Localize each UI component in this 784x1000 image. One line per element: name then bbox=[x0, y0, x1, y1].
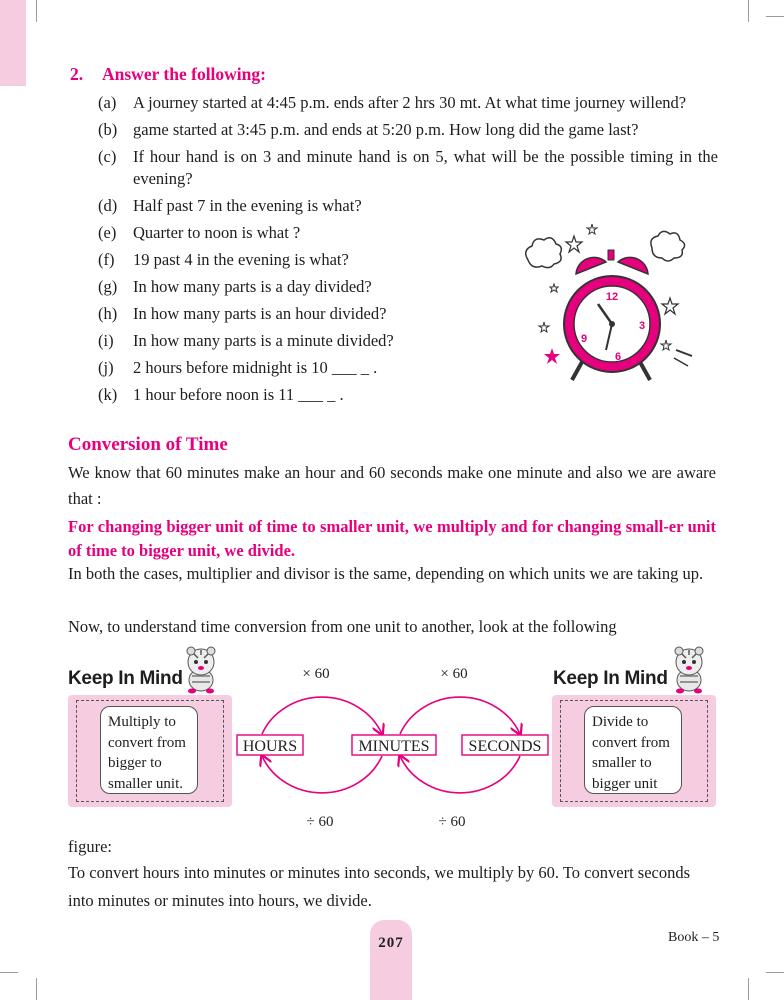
keep-in-mind-note-left bbox=[100, 706, 198, 794]
question-item bbox=[98, 195, 718, 217]
item-text: In how many parts is an hour divided? bbox=[133, 304, 387, 323]
tiger-mascot-icon bbox=[178, 644, 224, 694]
divide-label-right: ÷ 60 bbox=[438, 814, 466, 830]
question-item bbox=[98, 146, 718, 190]
item-text: A journey started at 4:45 p.m. ends after 2 hrs 30 mt. At what time journey willend? bbox=[133, 93, 687, 112]
note-line: smaller to bbox=[592, 755, 652, 771]
item-label: (h) bbox=[98, 304, 118, 323]
crop-mark bbox=[0, 972, 18, 973]
item-label: (j) bbox=[98, 358, 114, 377]
item-label: (e) bbox=[98, 223, 117, 242]
item-label: (k) bbox=[98, 385, 118, 404]
item-label: (a) bbox=[98, 93, 117, 112]
multiply-label-right: × 60 bbox=[440, 666, 468, 682]
divide-label-left: ÷ 60 bbox=[306, 814, 334, 830]
question-heading-text: Answer the following: bbox=[102, 64, 266, 84]
crop-mark bbox=[748, 0, 749, 22]
item-text: game started at 3:45 p.m. and ends at 5:20 p.m. How long did the game last? bbox=[133, 120, 639, 139]
lead-paragraph: Now, to understand time conversion from one unit to another, look at the following bbox=[68, 617, 617, 636]
unit-hours: HOURS bbox=[242, 738, 298, 755]
note-line: smaller unit. bbox=[108, 775, 183, 792]
item-label: (d) bbox=[98, 196, 118, 215]
item-text: In how many parts is a minute divided? bbox=[133, 331, 394, 350]
item-text: 19 past 4 in the evening is what? bbox=[133, 250, 349, 269]
note-line: Divide to bbox=[592, 714, 649, 730]
note-line: bigger unit bbox=[592, 775, 658, 792]
item-text: In how many parts is a day divided? bbox=[133, 277, 372, 296]
clock-number-12: 12 bbox=[605, 291, 619, 303]
note-line: convert from bbox=[108, 734, 186, 751]
book-label: Book – 5 bbox=[668, 930, 720, 945]
same-paragraph: In both the cases, multiplier and divisor is the same, depending on which units we are taking up. bbox=[68, 564, 704, 583]
item-label: (g) bbox=[98, 277, 118, 296]
item-text: 2 hours before midnight is 10 ___ _ . bbox=[133, 358, 378, 377]
question-item bbox=[98, 119, 718, 141]
keep-in-mind-note-right bbox=[584, 706, 682, 794]
unit-seconds: SECONDS bbox=[468, 738, 542, 755]
clock-number-3: 3 bbox=[638, 320, 646, 332]
alarm-clock-icon bbox=[518, 222, 696, 392]
multiply-label-left: × 60 bbox=[302, 666, 330, 682]
item-label: (i) bbox=[98, 331, 114, 350]
tiger-mascot-icon bbox=[666, 644, 712, 694]
crop-mark bbox=[766, 972, 784, 973]
item-label: (c) bbox=[98, 147, 117, 166]
crop-mark bbox=[748, 978, 749, 1000]
note-line: convert from bbox=[592, 734, 670, 751]
section-title: Conversion of Time bbox=[68, 434, 228, 455]
crop-mark bbox=[36, 0, 37, 22]
question-item bbox=[98, 92, 718, 114]
note-line: Multiply to bbox=[108, 714, 176, 730]
item-text: Half past 7 in the evening is what? bbox=[133, 196, 362, 215]
item-label: (b) bbox=[98, 120, 118, 139]
time-conversion-diagram bbox=[232, 660, 552, 830]
item-text: If hour hand is on 3 and minute hand is on 5, what will be the possible timing in the evening? bbox=[133, 147, 718, 188]
clock-number-6: 6 bbox=[614, 351, 622, 363]
note-line: bigger to bbox=[108, 755, 162, 771]
page-number: 207 bbox=[378, 935, 404, 951]
keep-in-mind-title-right: Keep In Mind bbox=[553, 668, 668, 689]
item-text: 1 hour before noon is 11 ___ _ . bbox=[133, 385, 344, 404]
crop-mark bbox=[36, 978, 37, 1000]
clock-number-9: 9 bbox=[580, 333, 588, 345]
crop-mark bbox=[766, 16, 784, 17]
page-number-tab bbox=[370, 920, 412, 1000]
keep-in-mind-title-left: Keep In Mind bbox=[68, 668, 183, 689]
item-label: (f) bbox=[98, 250, 115, 269]
rule-paragraph: For changing bigger unit of time to smaller unit, we multiply and for changing small-er unit of time to bigger unit, we divide. bbox=[68, 517, 716, 560]
page-edge-tab bbox=[0, 0, 26, 86]
intro-paragraph: We know that 60 minutes make an hour and 60 seconds make one minute and also we are aware that : bbox=[68, 463, 716, 508]
question-number: 2. bbox=[70, 64, 84, 84]
summary-paragraph: To convert hours into minutes or minutes into seconds, we multiply by 60. To convert seconds into minutes or minutes into hours, we divide. bbox=[68, 863, 691, 910]
item-text: Quarter to noon is what ? bbox=[133, 223, 301, 242]
figure-word: figure: bbox=[68, 837, 112, 856]
unit-minutes: MINUTES bbox=[358, 738, 430, 755]
question-heading bbox=[70, 64, 266, 85]
